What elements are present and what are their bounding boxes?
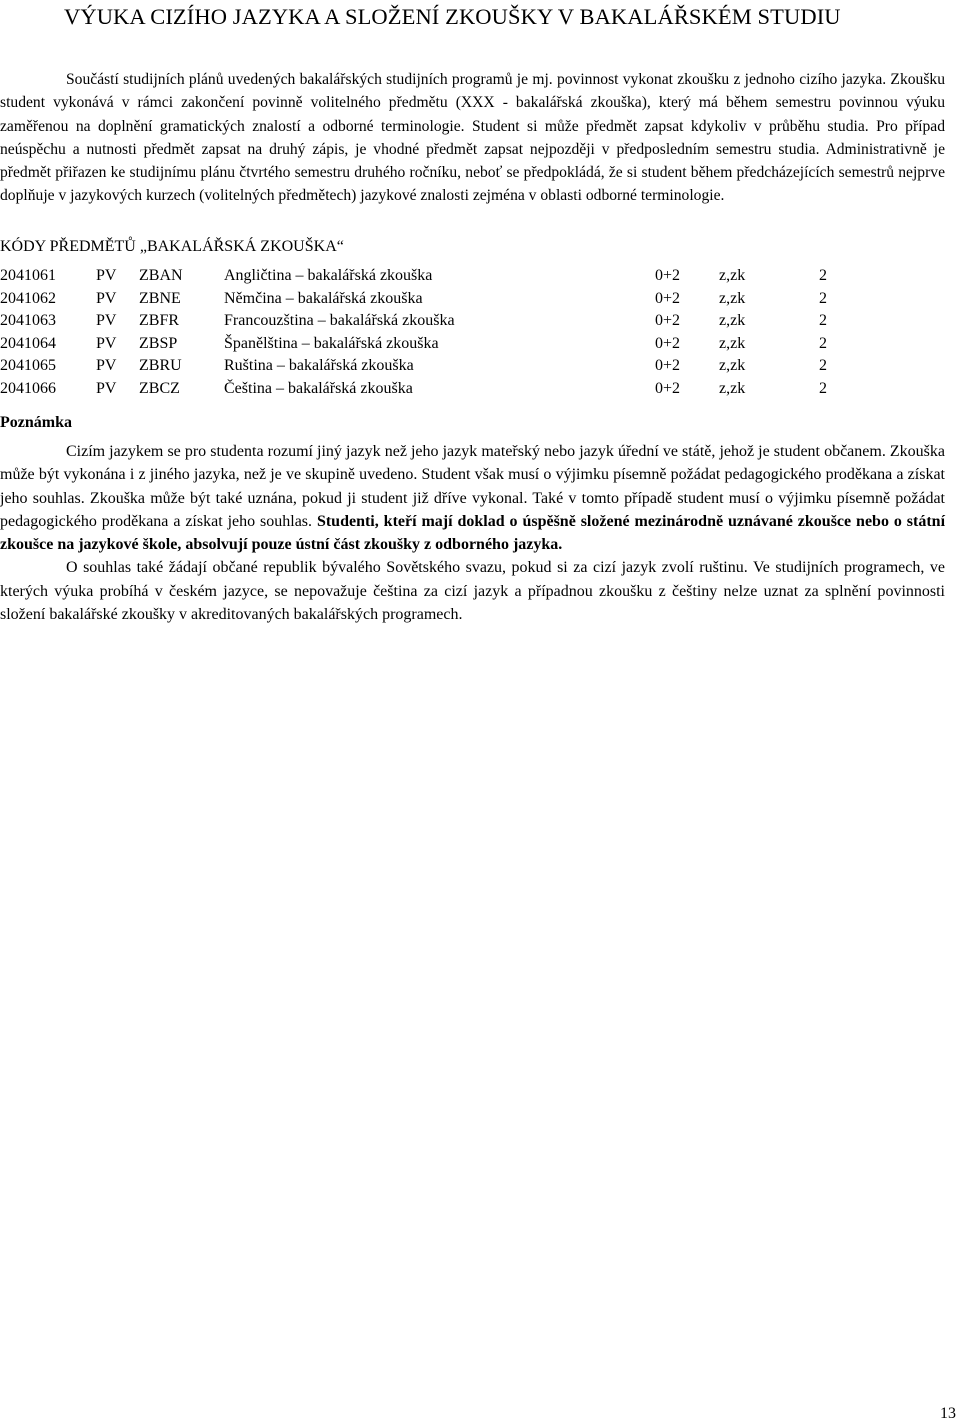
subject-hours: 0+2 [655,357,681,375]
table-row [0,357,860,380]
table-row [0,380,860,403]
subject-code: ZBRU [139,357,182,375]
subject-completion: z,zk [719,312,746,330]
subject-type: PV [96,379,117,397]
page-title: VÝUKA CIZÍHO JAZYKA A SLOŽENÍ ZKOUŠKY V BAKALÁŘSKÉM STUDIU [64,4,841,29]
subject-completion: z,zk [719,289,746,307]
subject-completion: z,zk [719,334,746,352]
subject-type: PV [96,312,117,330]
subject-type: PV [96,334,117,352]
subject-completion: z,zk [719,379,746,397]
subject-credits: 2 [819,379,827,397]
subject-type: PV [96,267,117,284]
subject-number: 2041066 [0,379,56,397]
subject-type: PV [96,289,117,307]
note-text: Cizím jazykem se pro studenta rozumí jiný jazyk než jeho jazyk mateřský nebo jazyk úřední ve státě, jehož je student občanem. Zkouška může být vykonána i z jiného jazyka, než je ve skupině uvedeno. Student však musí o výjimku písemně požádat pedagogického proděkana a získat jeho souhlas. Zkouška může být také uznána, pokud ji student již dříve vykonal. Také v tomto případě student musí o výjimku písemně požádat pedagogického proděkana a získat jeho souhlas. [0,443,945,530]
table-row [0,290,860,313]
intro-paragraph-block [0,68,945,208]
subject-hours: 0+2 [655,312,681,330]
note-heading: Poznámka [0,414,72,431]
table-row [0,312,860,335]
subject-type: PV [96,357,117,375]
subject-code: ZBCZ [139,379,180,397]
table-row [0,335,860,358]
subject-number: 2041063 [0,312,56,330]
subject-name: Ruština – bakalářská zkouška [224,357,414,375]
subject-hours: 0+2 [655,379,681,397]
subject-hours: 0+2 [655,334,681,352]
subject-name: Francouzština – bakalářská zkouška [224,312,455,330]
subject-code: ZBAN [139,267,183,284]
subject-number: 2041065 [0,357,56,375]
subject-code: ZBFR [139,312,180,330]
page-number: 13 [940,1405,956,1422]
subject-credits: 2 [819,334,827,352]
note-bold-text: Studenti, kteří mají doklad o úspěšně složené mezinárodně uznávané zkoušce nebo o státní zkoušce na jazykové škole, absolvují pouze ústní část zkoušky z odborného jazyka. [0,512,946,554]
subject-number: 2041062 [0,289,56,307]
note-paragraph-2: O souhlas také žádají občané republik bývalého Sovětského svazu, pokud si za cizí jazyk zvolí ruštinu. Ve studijních programech, ve kterých výuka probíhá v českém jazyce, se nepovažuje čeština za cizí jazyk a případnou zkoušku z češtiny nelze uznat za splnění povinnosti složení bakalářské zkoušky v akreditovaných bakalářských programech. [0,559,945,624]
note-paragraph-1 [0,440,945,556]
subject-name: Němčina – bakalářská zkouška [224,289,423,307]
subject-name: Angličtina – bakalářská zkouška [224,267,433,284]
subject-credits: 2 [819,267,827,284]
note-block [0,440,945,626]
subject-credits: 2 [819,357,827,375]
intro-paragraph: Součástí studijních plánů uvedených bakalářských studijních programů je mj. povinnost vykonat zkoušku z jednoho cizího jazyka. Zkoušku student vykonává v rámci zakončení povinně volitelného předmětu (XXX - bakalářská zkouška), který má během semestru povinnou výuku zaměřenou na doplnění gramatických znalostí a odborné terminologie. Student si může předmět zapsat kdykoliv v průběhu studia. Pro případ neúspěchu a nutnosti předmět zapsat na druhý zápis, je vhodné předmět zapsat nejpozději v předposledním semestru studia. Administrativně je předmět přiřazen ke studijnímu plánu čtvrtého semestru druhého ročníku, neboť se předpokládá, že si student během předcházejících semestrů nejprve doplňuje v jazykových kurzech (volitelných předmětech) jazykové znalosti zejména v oblasti odborné terminologie. [0,71,945,205]
subject-hours: 0+2 [655,289,681,307]
subject-code: ZBNE [139,289,181,307]
subject-name: Čeština – bakalářská zkouška [224,379,413,397]
subject-code-table [0,267,860,403]
table-row [0,267,860,290]
subject-credits: 2 [819,289,827,307]
subject-hours: 0+2 [655,267,681,284]
codes-heading: KÓDY PŘEDMĚTŮ „BAKALÁŘSKÁ ZKOUŠKA“ [0,238,344,255]
subject-credits: 2 [819,312,827,330]
subject-name: Španělština – bakalářská zkouška [224,334,439,352]
subject-completion: z,zk [719,267,746,284]
subject-completion: z,zk [719,357,746,375]
subject-code: ZBSP [139,334,178,352]
subject-number: 2041061 [0,267,56,284]
subject-number: 2041064 [0,334,56,352]
